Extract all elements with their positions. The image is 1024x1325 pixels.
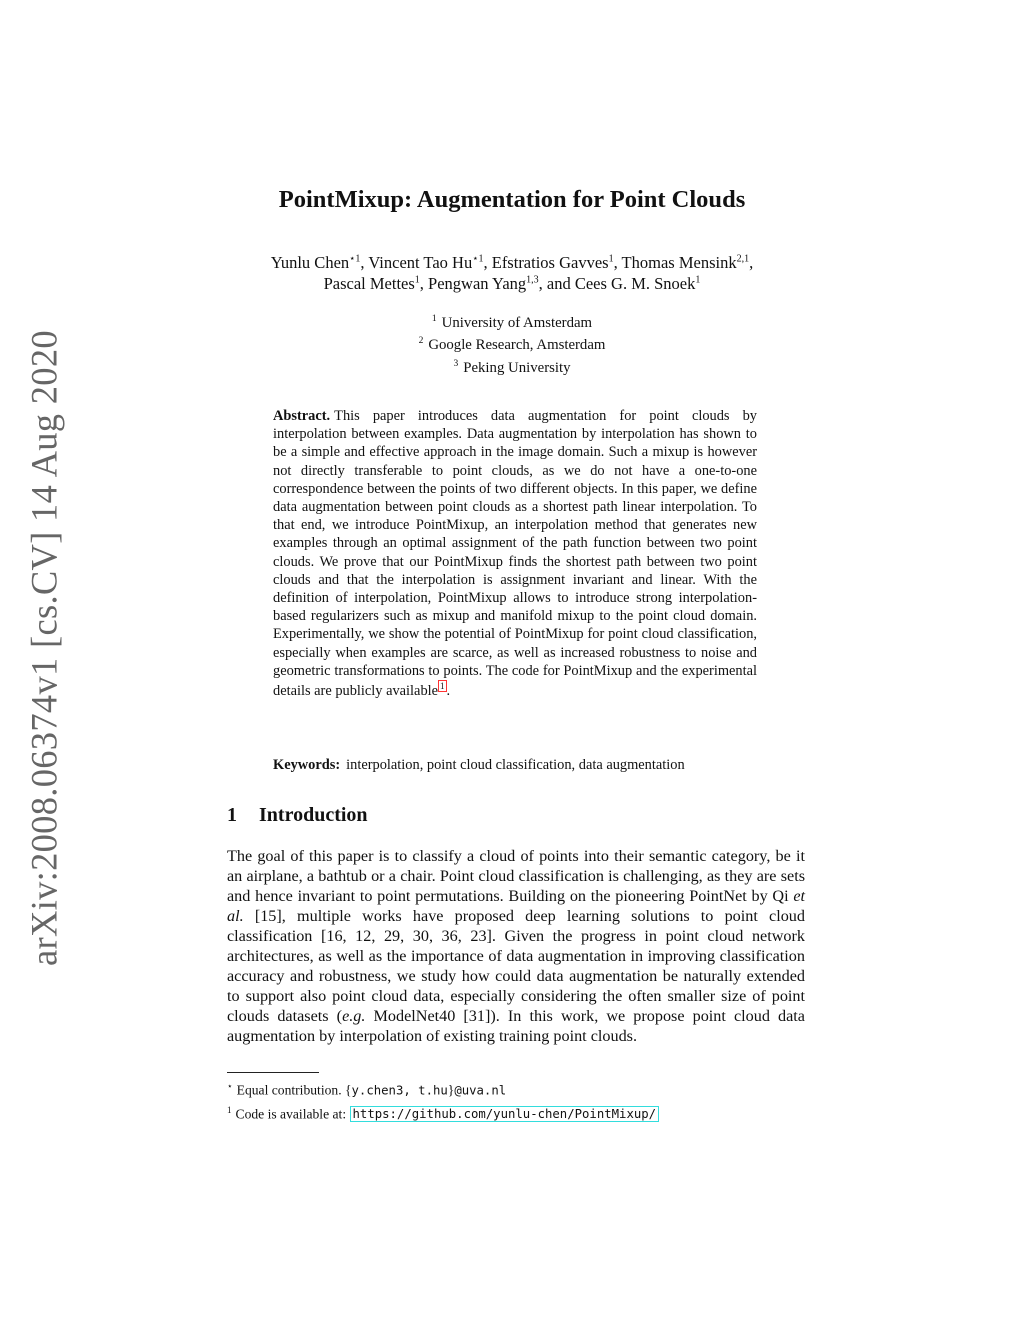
author-affil-mark: 1 (414, 274, 420, 286)
intro-paragraph: The goal of this paper is to classify a cloud of points into their semantic category, be it an airplane, a bathtub or a chair. Point cloud classification is challenging, as they are sets and hence invariant to point permutations. Building on the pioneering PointNet by Qi et al. [15], multiple works have proposed deep learning solutions to point cloud classification [16, 12, 29, 30, 36, 23]. Given the progress in point cloud network architectures, as well as the importance of data augmentation in improving classification accuracy and robustness, we study how could data augmentation be naturally extended to support also point cloud data, especially considering the often smaller size of point clouds datasets (e.g. ModelNet40 [31]). In this work, we propose point cloud data augmentation by interpolation of existing training point clouds. (227, 847, 805, 1045)
affiliation: $^1$ University of Amsterdam (431, 314, 593, 331)
keywords-text: interpolation, point cloud classification, data augmentation (346, 757, 685, 773)
author-conjunction: and (546, 274, 571, 293)
section-number: 1 (227, 804, 237, 826)
author-affil-mark: 1,3 (526, 274, 539, 286)
arxiv-identifier: arXiv:2008.06374v1 [cs.CV] 14 Aug 2020 (23, 330, 65, 966)
affiliation: $^3$ Peking University (453, 358, 571, 376)
author-name: Vincent Tao Hu (368, 253, 473, 272)
keywords (273, 756, 757, 774)
footnote-divider (227, 1072, 319, 1073)
author-name: Cees G. M. Snoek (574, 274, 696, 293)
footnote-code: $^1$ Code is available at: https://github.com/yunlu-chen/PointMixup/ (227, 1101, 827, 1125)
paper-title: PointMixup: Augmentation for Point Clouds (278, 186, 746, 213)
author-name: Pascal Mettes (323, 274, 415, 293)
author-affil-mark: ⋆1 (349, 253, 361, 265)
author-name: Efstratios Gavves (491, 253, 609, 272)
author-affil-mark: 1 (695, 274, 701, 286)
author-list: Yunlu Chen$^{⋆1}$, Vincent Tao $Hu^{⋆1}$, Efstratios Gavves$^1$, Thomas Mensink$^{2,1}$, Pascal Mettes$^1$, Pengwan Yang$^{1,3}$, and Cees G. M. Snoek$^1$ (270, 253, 754, 293)
affiliation: $^2$ Google Research, Amsterdam (418, 336, 606, 354)
footnotes (227, 1077, 827, 1124)
author-affil-mark: 1 (608, 253, 614, 265)
section-title: Introduction (259, 804, 368, 826)
affiliation-list (300, 310, 724, 377)
footnote-equal-contribution: ⋆ Equal contribution. {y.chen3, t.hu}@uva.nl (227, 1081, 507, 1098)
author-affil-mark: ⋆1 (472, 253, 484, 265)
abstract: Abstract. This paper introduces data augmentation for point clouds by interpolation between examples. Data augmentation by interpolation has shown to be a simple and effective approach in the image domain. Such a mixup is however not directly transferable to point clouds, as we do not have a one-to-one correspondence between the points of two different objects. In this paper, we define data augmentation between point clouds as a shortest path linear interpolation. To that end, we introduce PointMixup, an interpolation method that generates new examples through an optimal assignment of the path function between two point clouds. We prove that our PointMixup finds the shortest path between two point clouds and that the interpolation is assignment invariant and linear. With the definition of interpolation, PointMixup allows to introduce strong interpolation-based regularizers such as mixup and manifold mixup to the point cloud domain. Experimentally, we show the potential of PointMixup for point cloud classification, especially when examples are scarce, as well as increased robustness to noise and geometric transformations to points. The code for PointMixup and the experimental details are publicly available 1 . (273, 408, 757, 699)
abstract-text: This paper introduces data augmentation for point clouds by interpolation between examples. Data augmentation by interpolation has shown to be a simple and effective approach in the image domain. Such a mixup is however not directly transferable to point clouds, as we do not have a one-to-one correspondence between the points of two different objects. In this paper, we define data augmentation between point clouds as a shortest path linear interpolation. To that end, we introduce PointMixup, an interpolation method that generates new examples through an optimal assignment of the path function between two point clouds. We prove that our PointMixup finds the shortest path between two point clouds and that the interpolation is assignment invariant and linear. With the definition of interpolation, PointMixup allows to introduce strong interpolation-based regularizers such as mixup and manifold mixup to the point cloud domain. Experimentally, we show the potential of PointMixup for point cloud classification, especially when examples are scarce, as well as increased robustness to noise and geometric transformations to points. The code for PointMixup and the experimental details are publicly available (273, 408, 757, 699)
author-name: Pengwan Yang (428, 274, 527, 293)
abstract-label: Abstract. (273, 408, 331, 424)
section-heading (227, 804, 368, 827)
keywords-label: Keywords: (273, 757, 341, 773)
author-name: Thomas Mensink (621, 253, 737, 272)
code-url-link[interactable]: https://github.com/yunlu-chen/PointMixup/ (350, 1106, 660, 1122)
footnote-link[interactable]: 1 (440, 681, 445, 692)
author-affil-mark: 2,1 (736, 253, 750, 265)
author-name: Yunlu Chen (270, 253, 350, 272)
